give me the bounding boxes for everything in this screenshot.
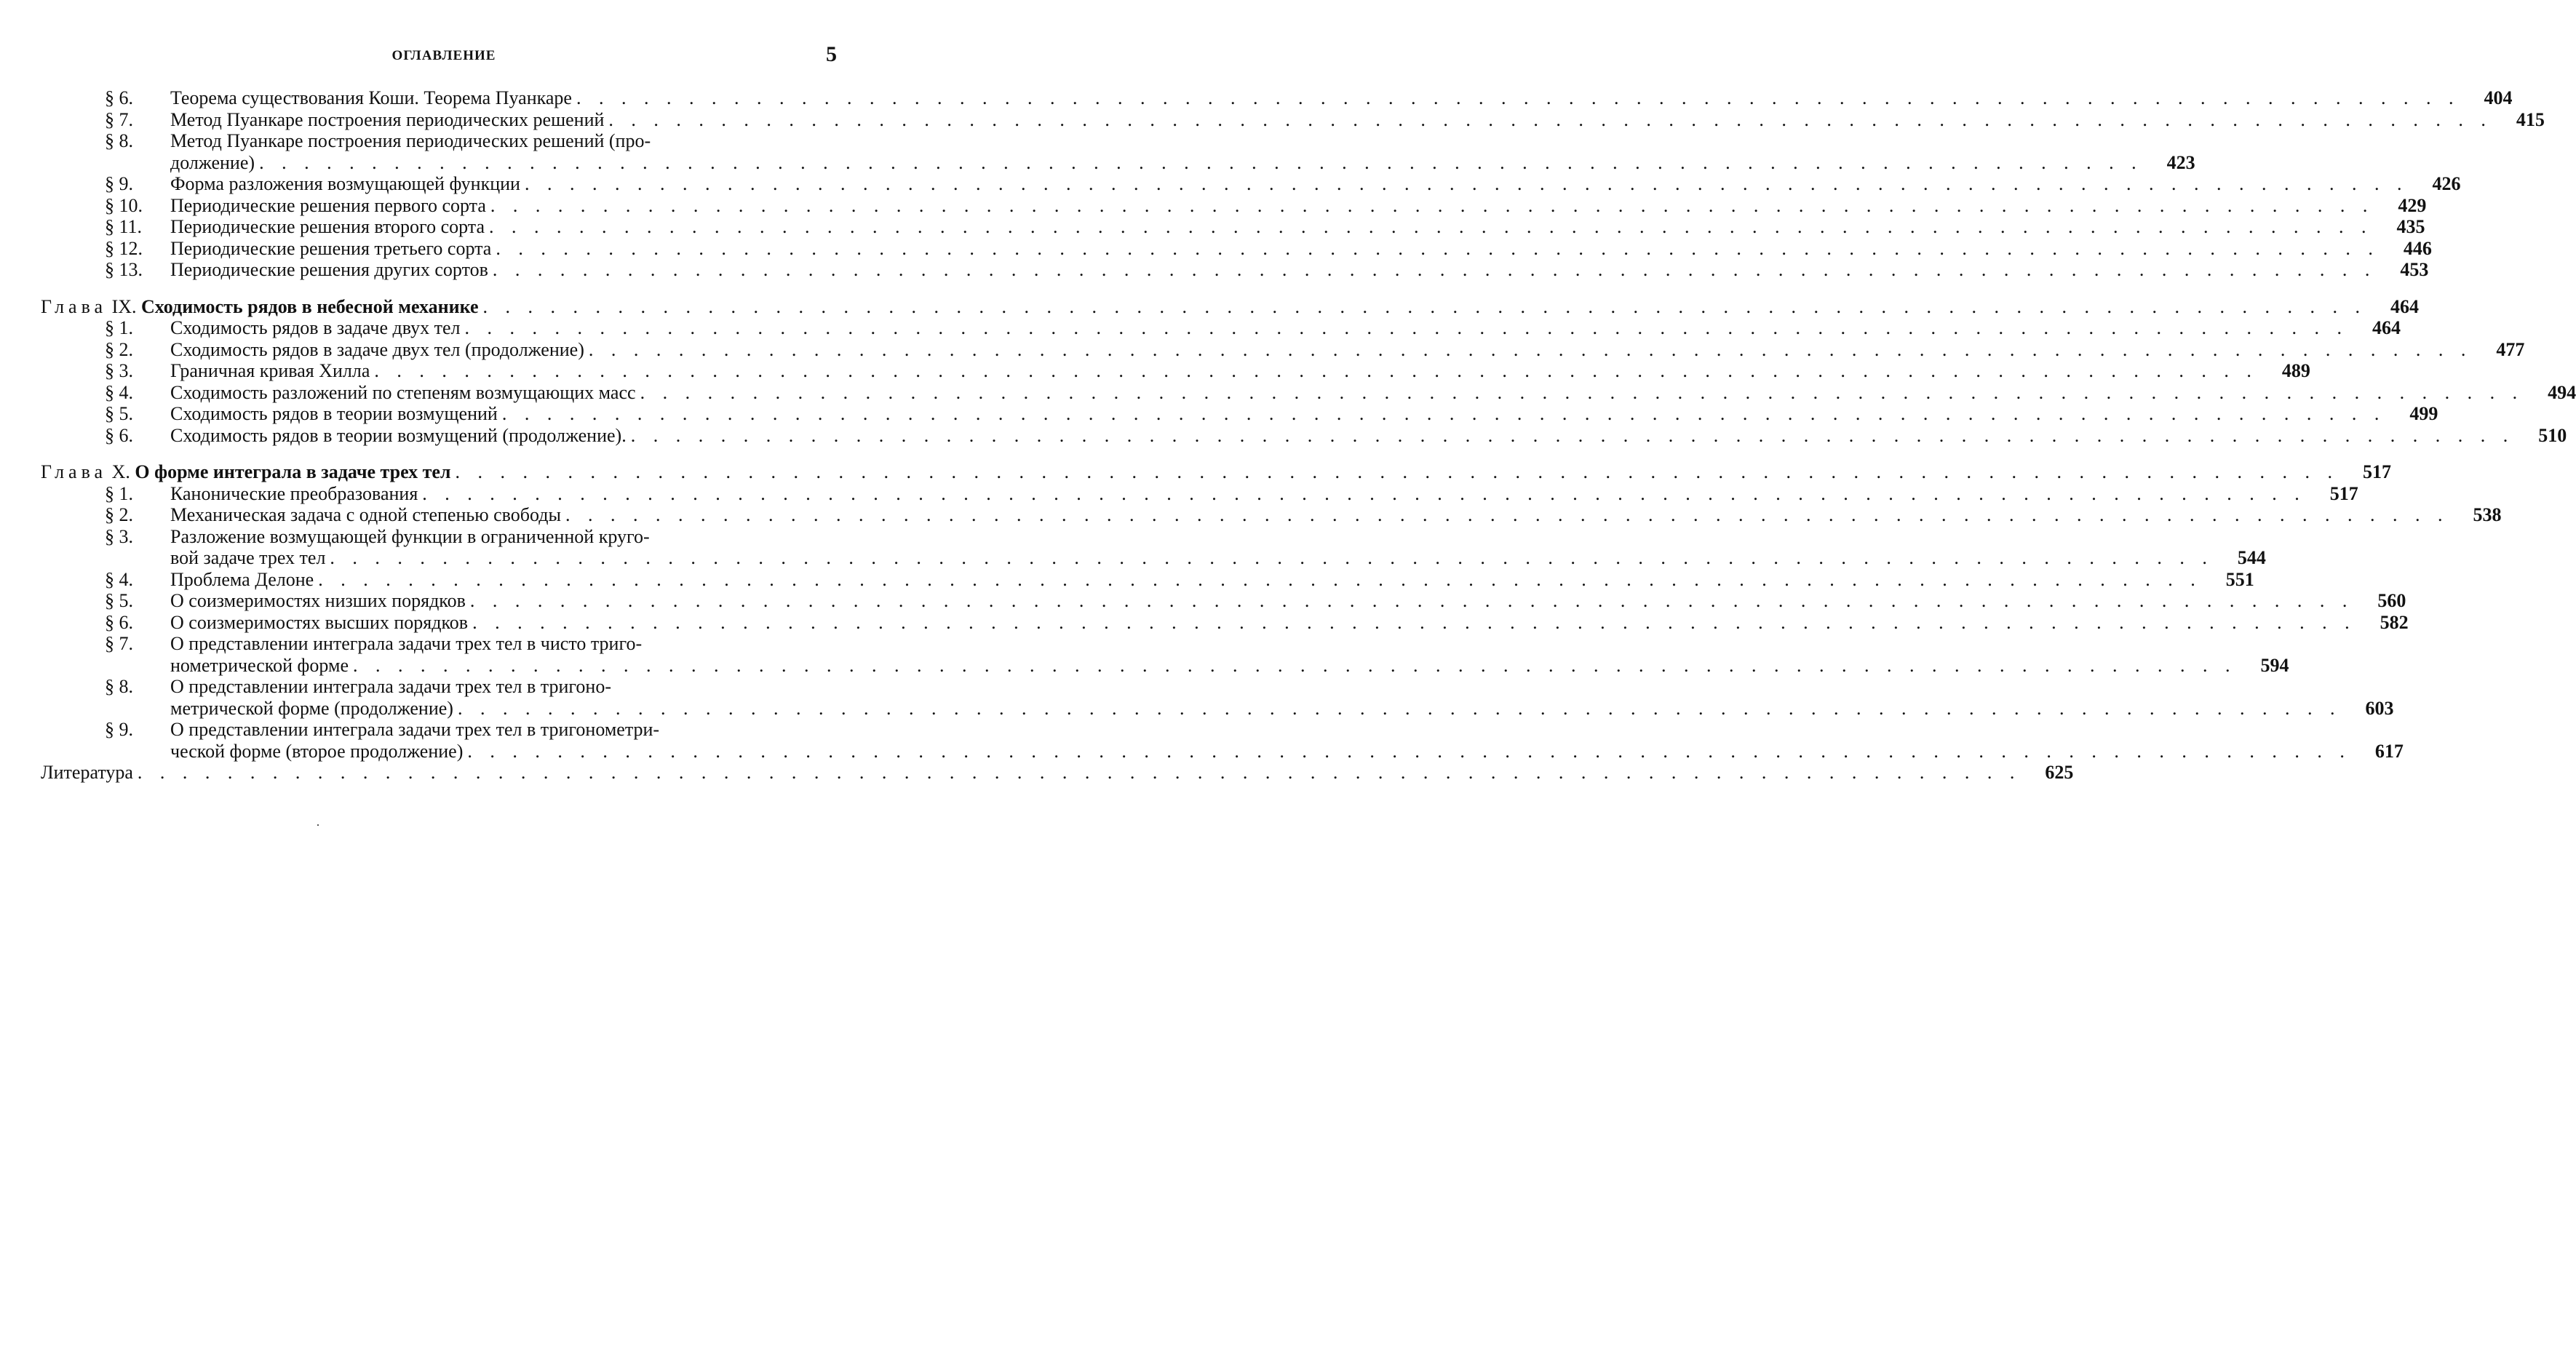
- section-title: Разложение возмущающей функции в ограниченной круго-: [170, 525, 650, 547]
- section-number: § 2.: [105, 338, 133, 360]
- section-title: Периодические решения второго сорта: [170, 216, 485, 237]
- page-number: 551: [2225, 568, 2254, 590]
- dot-leader: [133, 762, 2022, 784]
- toc-literature: [41, 762, 2074, 784]
- toc-entry-line: [41, 526, 834, 548]
- toc-entry-line: [41, 424, 2567, 447]
- section-title: Периодические решения третьего сорта: [170, 237, 492, 259]
- toc-section-entry: [41, 381, 2576, 404]
- page-number: 429: [2398, 194, 2427, 216]
- toc-section-entry: [41, 87, 2513, 109]
- toc-section-entry: [41, 504, 2502, 526]
- page-number: 560: [2377, 590, 2406, 611]
- section-title: Граничная кривая Хилла: [170, 360, 370, 381]
- toc-section-entry: [41, 216, 2425, 238]
- page-number: 517: [2363, 461, 2392, 482]
- toc-entry-line: [41, 697, 2394, 720]
- page-number: 603: [2365, 697, 2394, 719]
- section-title: Сходимость рядов в теории возмущений (продолжение).: [170, 424, 627, 446]
- section-title: Метод Пуанкаре построения периодических решений: [170, 108, 605, 130]
- toc-entry-line: [41, 740, 2404, 762]
- section-title: Периодические решения других сортов: [170, 259, 488, 280]
- running-head: [44, 42, 844, 71]
- page-number: 477: [2496, 338, 2525, 360]
- section-title: Сходимость рядов в задаче двух тел (продолжение): [170, 338, 584, 360]
- section-title: Сходимость разложений по степеням возмущающих масс: [170, 381, 636, 403]
- section-title: Проблема Делоне: [170, 568, 314, 590]
- section-number: § 6.: [105, 611, 133, 633]
- section-number: § 4.: [105, 568, 133, 590]
- toc-entry-line: [41, 317, 2401, 339]
- dot-leader: [561, 504, 2449, 526]
- toc-entry-line: [41, 504, 2502, 526]
- toc-entry-line: [41, 338, 2525, 361]
- section-number: § 13.: [105, 259, 143, 280]
- dot-leader: [486, 195, 2374, 217]
- page-number: 446: [2403, 237, 2432, 259]
- toc-chapter-9: [41, 295, 2576, 447]
- dot-leader: [370, 360, 2258, 382]
- toc-entry-line: [41, 381, 2576, 404]
- toc-entry-line: [41, 108, 2545, 131]
- page-number: 544: [2237, 547, 2266, 568]
- page-number: 453: [2400, 259, 2429, 280]
- toc-entry-line: [41, 130, 834, 152]
- dot-leader: [488, 259, 2377, 281]
- toc-chapter-8-continued: [41, 87, 2545, 281]
- dot-leader: [451, 461, 2340, 483]
- section-number: § 9.: [105, 173, 133, 194]
- toc-entry-line: [41, 676, 834, 698]
- toc-entry-line: [41, 568, 2254, 591]
- page-number: 435: [2396, 216, 2425, 237]
- toc-entry-line: [41, 194, 2427, 217]
- table-of-contents: [41, 87, 2576, 784]
- section-number: § 5.: [105, 403, 133, 424]
- dot-leader: [478, 296, 2366, 318]
- toc-entry-line: [41, 87, 2513, 109]
- dot-leader: [485, 216, 2373, 238]
- dot-leader: [584, 339, 2473, 361]
- toc-chapter-heading: [41, 461, 2392, 483]
- page-number: 582: [2380, 611, 2409, 633]
- toc-section-entry: [41, 719, 2404, 762]
- dot-leader: [520, 173, 2409, 195]
- toc-section-entry: [41, 482, 2358, 505]
- dot-leader: [491, 238, 2380, 260]
- page-number: 423: [2166, 151, 2195, 173]
- dot-leader: [627, 425, 2515, 447]
- section-title: метрической форме (продолжение): [170, 697, 453, 719]
- toc-entry-line: [41, 547, 2266, 569]
- toc-section-entry: [41, 237, 2432, 260]
- page-number: 617: [2374, 740, 2404, 762]
- toc-section-entry: [41, 424, 2567, 447]
- page-number: 415: [2516, 108, 2545, 130]
- toc-section-entry: [41, 173, 2461, 195]
- section-number: § 2.: [105, 504, 133, 525]
- page-number: 426: [2432, 173, 2461, 194]
- toc-entry-line: [41, 403, 2438, 425]
- toc-section-entry: [41, 338, 2525, 361]
- toc-entry-line: [41, 762, 2074, 784]
- section-title: О соизмеримостях высших порядков: [170, 611, 469, 633]
- page-number: 494: [2548, 381, 2576, 403]
- section-number: § 8.: [105, 676, 133, 697]
- toc-entry-line: [41, 151, 2195, 174]
- section-title: Сходимость рядов в теории возмущений: [170, 403, 498, 424]
- section-number: § 5.: [105, 590, 133, 611]
- section-title: нометрической форме: [170, 654, 349, 676]
- section-number: § 4.: [105, 381, 133, 403]
- dot-leader: [461, 317, 2349, 339]
- page-number: 510: [2538, 424, 2567, 446]
- page-number: 404: [2484, 87, 2513, 108]
- section-title: О представлении интеграла задачи трех тел в тригонометри-: [170, 719, 660, 740]
- toc-entry-line: [41, 237, 2432, 260]
- toc-entry-line: [41, 654, 2289, 677]
- dot-leader: [636, 382, 2524, 404]
- section-number: § 3.: [105, 525, 133, 547]
- section-title: О представлении интеграла задачи трех тел в чисто триго-: [170, 633, 643, 654]
- literature-title: Литература: [41, 762, 133, 783]
- section-number: § 12.: [105, 237, 143, 259]
- toc-entry-line: [41, 360, 2310, 382]
- toc-entry-line: [41, 482, 2358, 505]
- toc-entry-line: [41, 173, 2461, 195]
- section-number: § 10.: [105, 194, 143, 216]
- toc-chapter-10: [41, 461, 2502, 762]
- section-title: должение): [170, 151, 255, 173]
- toc-section-entry: [41, 130, 2195, 173]
- toc-literature-entry: [41, 762, 2074, 784]
- toc-entry-line: [41, 611, 2409, 634]
- toc-entry-line: [41, 259, 2429, 281]
- toc-section-entry: [41, 676, 2394, 719]
- section-number: § 3.: [105, 360, 133, 381]
- section-number: § 6.: [105, 424, 133, 446]
- page-number: 517: [2329, 482, 2358, 504]
- toc-section-entry: [41, 633, 2289, 676]
- chapter-label: IX.: [111, 295, 137, 317]
- toc-section-entry: [41, 403, 2438, 425]
- toc-entry-line: [41, 461, 2392, 483]
- toc-section-entry: [41, 611, 2409, 634]
- running-head-title: ОГЛАВЛЕНИЕ: [391, 48, 496, 63]
- running-head-page-number: 5: [826, 42, 837, 66]
- toc-section-entry: [41, 568, 2254, 591]
- toc-entry-line: [41, 719, 834, 741]
- page-number: 538: [2473, 504, 2502, 525]
- section-number: § 8.: [105, 130, 133, 151]
- toc-section-entry: [41, 360, 2310, 382]
- dot-leader: [314, 569, 2202, 591]
- section-number: § 6.: [105, 87, 133, 108]
- page-number: 499: [2409, 403, 2438, 424]
- toc-section-entry: [41, 194, 2427, 217]
- section-number: § 7.: [105, 108, 133, 130]
- toc-section-entry: [41, 525, 2266, 569]
- toc-section-entry: [41, 590, 2406, 612]
- page-number: 464: [2372, 317, 2401, 338]
- chapter-lead-word: Глава: [41, 295, 108, 317]
- section-title: Сходимость рядов в задаче двух тел: [170, 317, 461, 338]
- chapter-title: Сходимость рядов в небесной механике: [141, 295, 479, 317]
- dot-leader: [325, 547, 2214, 569]
- toc-entry-line: [41, 216, 2425, 238]
- page-number: 625: [2045, 762, 2074, 783]
- dot-leader: [468, 612, 2356, 634]
- print-speck: [317, 824, 319, 826]
- section-title: Теорема существования Коши. Теорема Пуанкаре: [170, 87, 572, 108]
- dot-leader: [498, 403, 2386, 425]
- page-number: 489: [2281, 360, 2310, 381]
- toc-chapter-heading: [41, 295, 2419, 318]
- chapter-title: О форме интеграла в задаче трех тел: [135, 461, 451, 482]
- section-title: Метод Пуанкаре построения периодических решений (про-: [170, 130, 651, 151]
- dot-leader: [453, 698, 2342, 720]
- section-title: О представлении интеграла задачи трех тел в тригоно-: [170, 676, 611, 697]
- section-title: Механическая задача с одной степенью свободы: [170, 504, 561, 525]
- section-title: ческой форме (второе продолжение): [170, 740, 464, 762]
- section-number: § 1.: [105, 482, 133, 504]
- page-number: 594: [2260, 654, 2289, 676]
- section-title: Канонические преобразования: [170, 482, 418, 504]
- section-number: § 7.: [105, 633, 133, 654]
- dot-leader: [604, 109, 2492, 131]
- dot-leader: [349, 655, 2237, 677]
- toc-entry-line: [41, 590, 2406, 612]
- toc-entry-line: [41, 295, 2419, 318]
- section-number: § 1.: [105, 317, 133, 338]
- section-title: вой задаче трех тел: [170, 547, 326, 568]
- toc-section-entry: [41, 317, 2401, 339]
- toc-section-entry: [41, 108, 2545, 131]
- dot-leader: [572, 87, 2460, 109]
- page-number: 464: [2390, 295, 2419, 317]
- toc-section-entry: [41, 259, 2429, 281]
- section-number: § 11.: [105, 216, 143, 237]
- toc-entry-line: [41, 633, 834, 655]
- dot-leader: [466, 590, 2354, 612]
- chapter-label: X.: [111, 461, 130, 482]
- dot-leader: [255, 152, 2143, 174]
- chapter-heading-text: [41, 296, 478, 318]
- chapter-lead-word: Глава: [41, 461, 108, 482]
- section-title: О соизмеримостях низших порядков: [170, 590, 466, 611]
- dot-leader: [418, 483, 2306, 505]
- dot-leader: [463, 741, 2351, 762]
- section-number: § 9.: [105, 719, 133, 740]
- section-title: Периодические решения первого сорта: [170, 194, 486, 216]
- section-title: Форма разложения возмущающей функции: [170, 173, 520, 194]
- chapter-heading-text: [41, 461, 451, 483]
